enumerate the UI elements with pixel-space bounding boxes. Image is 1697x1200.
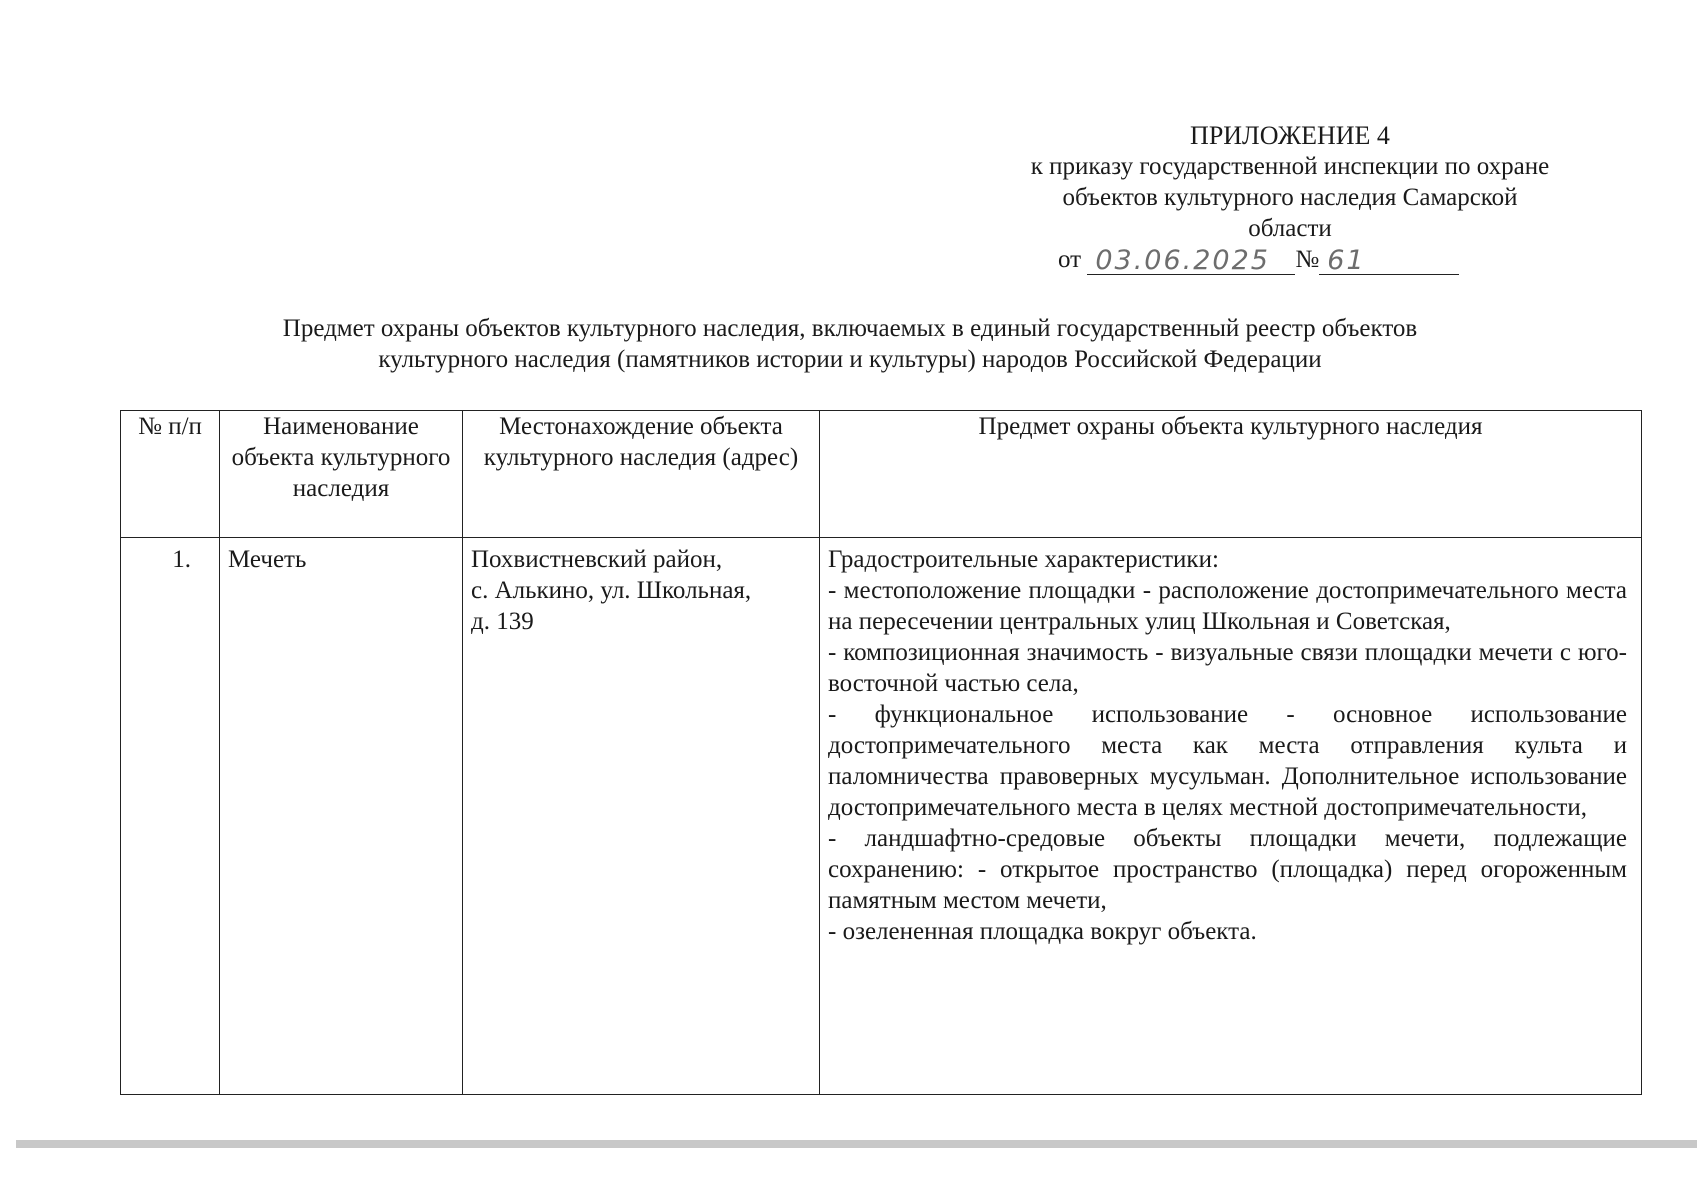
- heritage-table: [120, 410, 1642, 1095]
- row-subject: [820, 538, 1642, 1095]
- row-num: 1.: [121, 538, 220, 1095]
- row-name: Мечеть: [220, 538, 463, 1095]
- page-bottom-divider: [16, 1140, 1697, 1148]
- heading-line-2: культурного наследия (памятников истории и культуры) народов Российской Федерации: [378, 346, 1322, 373]
- heading-line-1: Предмет охраны объектов культурного наследия, включаемых в единый государственный реестр объектов: [282, 315, 1418, 342]
- address-line-2: с. Алькино, ул. Школьная,: [471, 577, 752, 604]
- document-heading: [150, 313, 1550, 375]
- subject-landscape: - ландшафтно-средовые объекты площадки мечети, подлежащие сохранению: - открытое пространство (площадка) перед огороженным памятным местом мечети,: [828, 825, 1627, 914]
- subject-function: - функциональное использование - основное использование достопримечательного места как места отправления культа и паломничества правоверных мусульман. Дополнительное использование достопримечательного места в целях местной достопримечательности,: [828, 701, 1627, 821]
- number-field: [1319, 245, 1459, 276]
- subject-intro: Градостроительные характеристики:: [828, 546, 1219, 573]
- address-line-3: д. 139: [471, 608, 534, 635]
- header-address: Местонахождение объекта культурного наследия (адрес): [463, 411, 820, 538]
- date-field: [1087, 245, 1295, 276]
- appendix-line-3: области: [1248, 215, 1332, 242]
- appendix-line-2: объектов культурного наследия Самарской: [1062, 184, 1518, 211]
- date-prefix: от: [1058, 246, 1082, 273]
- row-address: [463, 538, 820, 1095]
- appendix-title: ПРИЛОЖЕНИЕ 4: [1190, 121, 1390, 150]
- number-prefix: №: [1295, 246, 1320, 273]
- subject-greenery: - озелененная площадка вокруг объекта.: [828, 918, 1257, 945]
- appendix-line-1: к приказу государственной инспекции по охране: [1030, 153, 1550, 180]
- header-num: № п/п: [121, 411, 220, 538]
- subject-location: - местоположение площадки - расположение достопримечательного места на пересечении центральных улиц Школьная и Советская,: [828, 577, 1627, 635]
- address-line-1: Похвистневский район,: [471, 546, 723, 573]
- order-date-number-line: [940, 244, 1640, 275]
- header-subject: Предмет охраны объекта культурного наследия: [820, 411, 1642, 538]
- appendix-block: [940, 120, 1640, 275]
- handwritten-number: 61: [1327, 245, 1366, 276]
- header-name: Наименование объекта культурного наследия: [220, 411, 463, 538]
- table-row: [121, 538, 1642, 1095]
- table-header-row: [121, 411, 1642, 538]
- handwritten-date: 03.06.2025: [1095, 245, 1270, 276]
- subject-composition: - композиционная значимость - визуальные связи площадки мечети с юго-восточной частью села,: [828, 639, 1627, 697]
